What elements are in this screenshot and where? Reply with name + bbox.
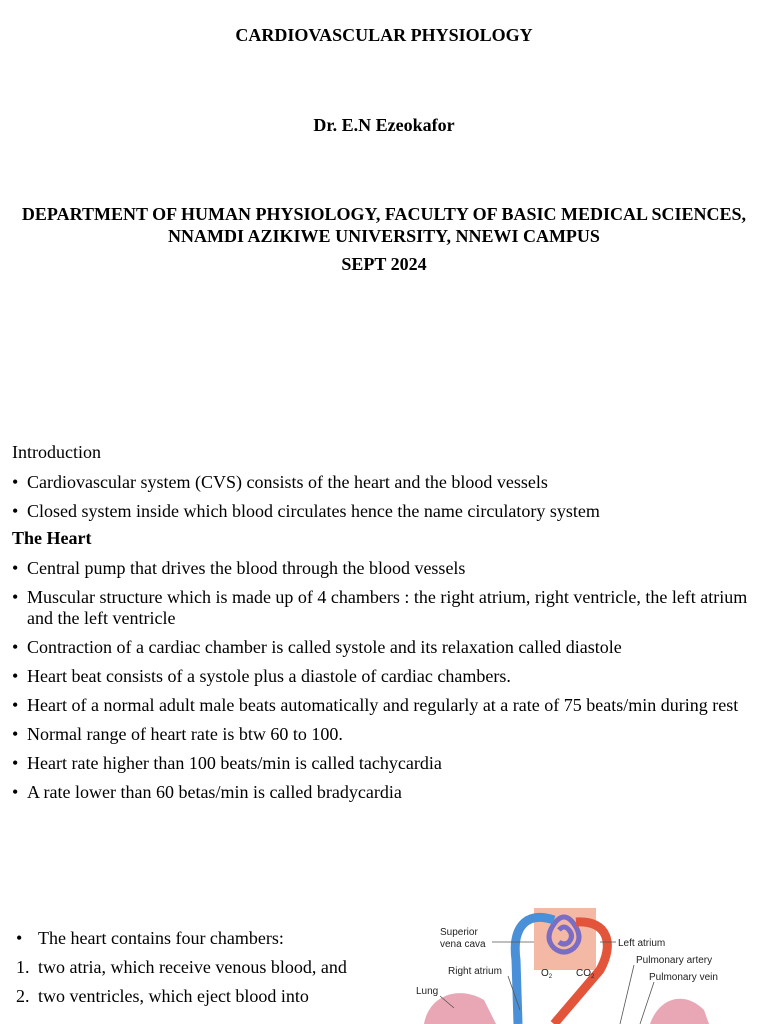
intro-list	[12, 472, 752, 530]
label-leader	[620, 965, 634, 1024]
superior-vena-cava-label-line1: Superior	[440, 927, 478, 938]
department-text: DEPARTMENT OF HUMAN PHYSIOLOGY, FACULTY OF BASIC MEDICAL SCIENCES, NNAMDI AZIKIWE UNIVERSITY, NNEWI CAMPUS	[21, 204, 747, 246]
label-leader	[640, 982, 654, 1024]
pulmonary-vein-label: Pulmonary vein	[649, 972, 718, 983]
author-name: Dr. E.N Ezeokafor	[313, 115, 455, 135]
left-lung	[424, 993, 496, 1024]
item-number: 2.	[16, 986, 30, 1006]
o2-label: $O_2$	[541, 968, 553, 980]
item-text: two atria, which receive venous blood, and	[38, 957, 347, 977]
heart-list	[12, 558, 752, 811]
chambers-lead-text: The heart contains four chambers:	[38, 928, 284, 948]
list-item: • Contraction of a cardiac chamber is called systole and its relaxation called diastole	[12, 637, 752, 658]
list-item: • Cardiovascular system (CVS) consists of the heart and the blood vessels	[12, 472, 752, 493]
list-item	[14, 957, 354, 977]
pulmonary-artery-label: Pulmonary artery	[636, 955, 713, 966]
list-item	[14, 986, 354, 1006]
lung-label: Lung	[416, 986, 439, 997]
chambers-lead	[14, 928, 354, 948]
list-item: • Heart rate higher than 100 beats/min is called tachycardia	[12, 753, 752, 774]
list-item: • Central pump that drives the blood through the blood vessels	[12, 558, 752, 579]
list-item: • Heart beat consists of a systole plus a diastole of cardiac chambers.	[12, 666, 752, 687]
left-atrium-label: Left atrium	[618, 938, 666, 949]
right-atrium-label: Right atrium	[448, 966, 502, 977]
chambers-text	[14, 928, 354, 1015]
superior-vena-cava-label-line2: vena cava	[440, 939, 486, 950]
list-item: • Normal range of heart rate is btw 60 to 100.	[12, 724, 752, 745]
item-text: two ventricles, which eject blood into	[38, 986, 309, 1006]
circulation-diagram	[404, 900, 768, 1024]
list-item: • Muscular structure which is made up of 4 chambers : the right atrium, right ventricle, the left atrium and the left ventricle	[12, 587, 752, 629]
list-item: • Closed system inside which blood circulates hence the name circulatory system	[12, 501, 752, 522]
page-title: CARDIOVASCULAR PHYSIOLOGY	[235, 25, 533, 45]
list-item: • Heart of a normal adult male beats automatically and regularly at a rate of 75 beats/min during rest	[12, 695, 752, 716]
date-text: SEPT 2024	[341, 254, 427, 274]
bullet-mark: •	[16, 928, 23, 948]
heart-heading: The Heart	[12, 528, 92, 548]
right-lung	[650, 999, 709, 1024]
intro-heading: Introduction	[12, 442, 101, 462]
co2-label: $CO_2$	[576, 968, 595, 980]
list-item: • A rate lower than 60 betas/min is called bradycardia	[12, 782, 752, 803]
item-number: 1.	[16, 957, 30, 977]
